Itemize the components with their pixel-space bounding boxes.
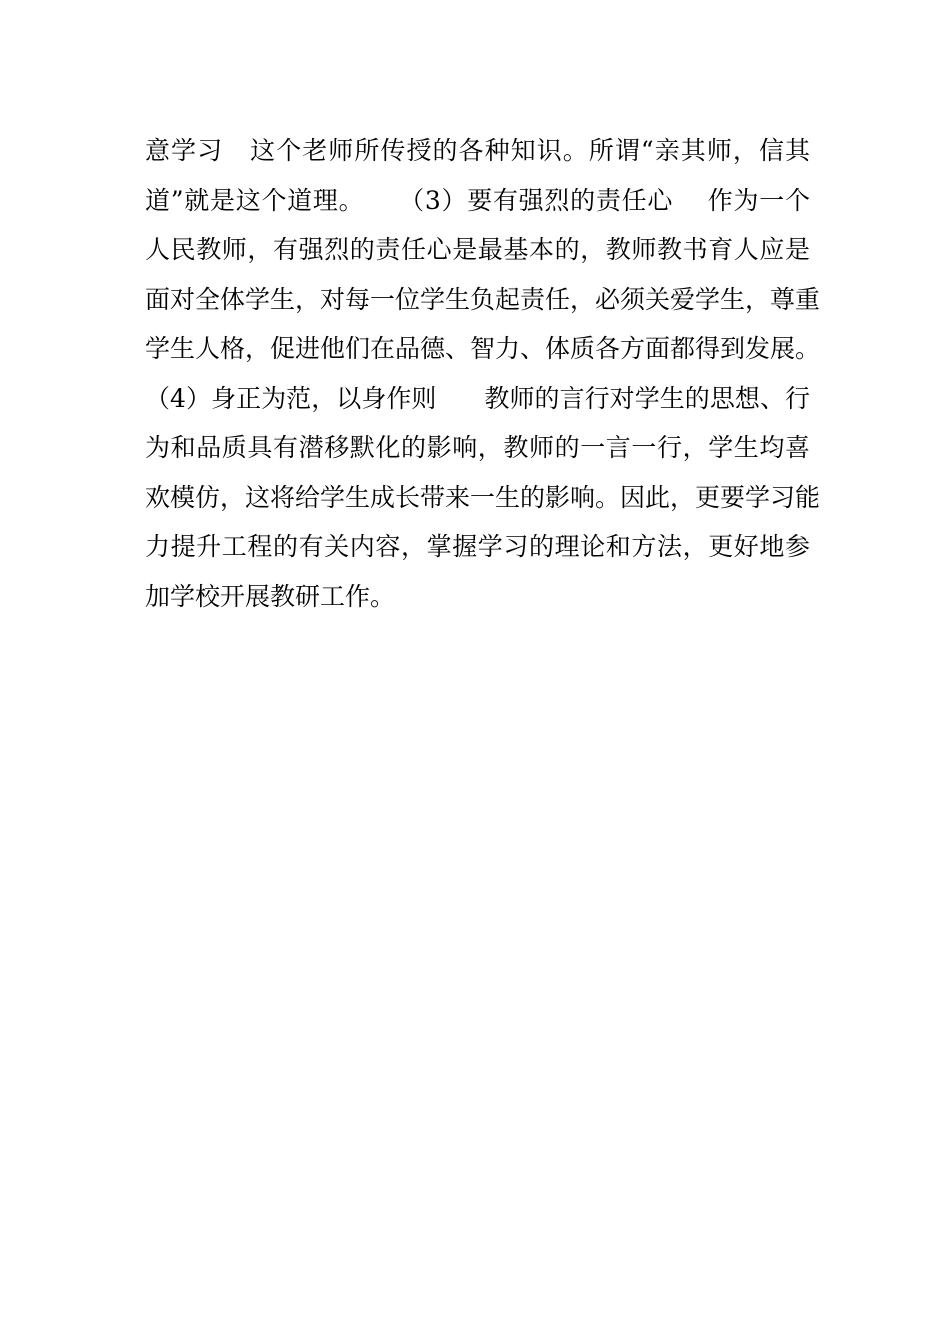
text-line-6: （4）身正为范，以身作则 教师的言行对学生的思想、行 — [145, 383, 810, 413]
text-line-9: 力提升工程的有关内容，掌握学习的理论和方法，更好地参 — [145, 532, 810, 561]
text-line-5: 学生人格，促进他们在品德、智力、体质各方面都得到发展。 — [145, 334, 821, 363]
body-text — [145, 126, 821, 621]
text-line-10: 加学校开展教研工作。 — [145, 581, 396, 611]
text-line-7: 为和品质具有潜移默化的影响，教师的一言一行，学生均喜 — [145, 433, 810, 462]
text-line-3: 人民教师，有强烈的责任心是最基本的，教师教书育人应是 — [145, 235, 810, 264]
text-line-1: 意学习 这个老师所传授的各种知识。所谓“亲其师，信其 — [145, 136, 810, 165]
text-line-2: 道”就是这个道理。 （3）要有强烈的责任心 作为一个 — [145, 185, 810, 215]
text-line-4: 面对全体学生，对每一位学生负起责任，必须关爱学生，尊重 — [145, 284, 821, 314]
text-line-8: 欢模仿，这将给学生成长带来一生的影响。因此，更要学习能 — [145, 482, 821, 512]
